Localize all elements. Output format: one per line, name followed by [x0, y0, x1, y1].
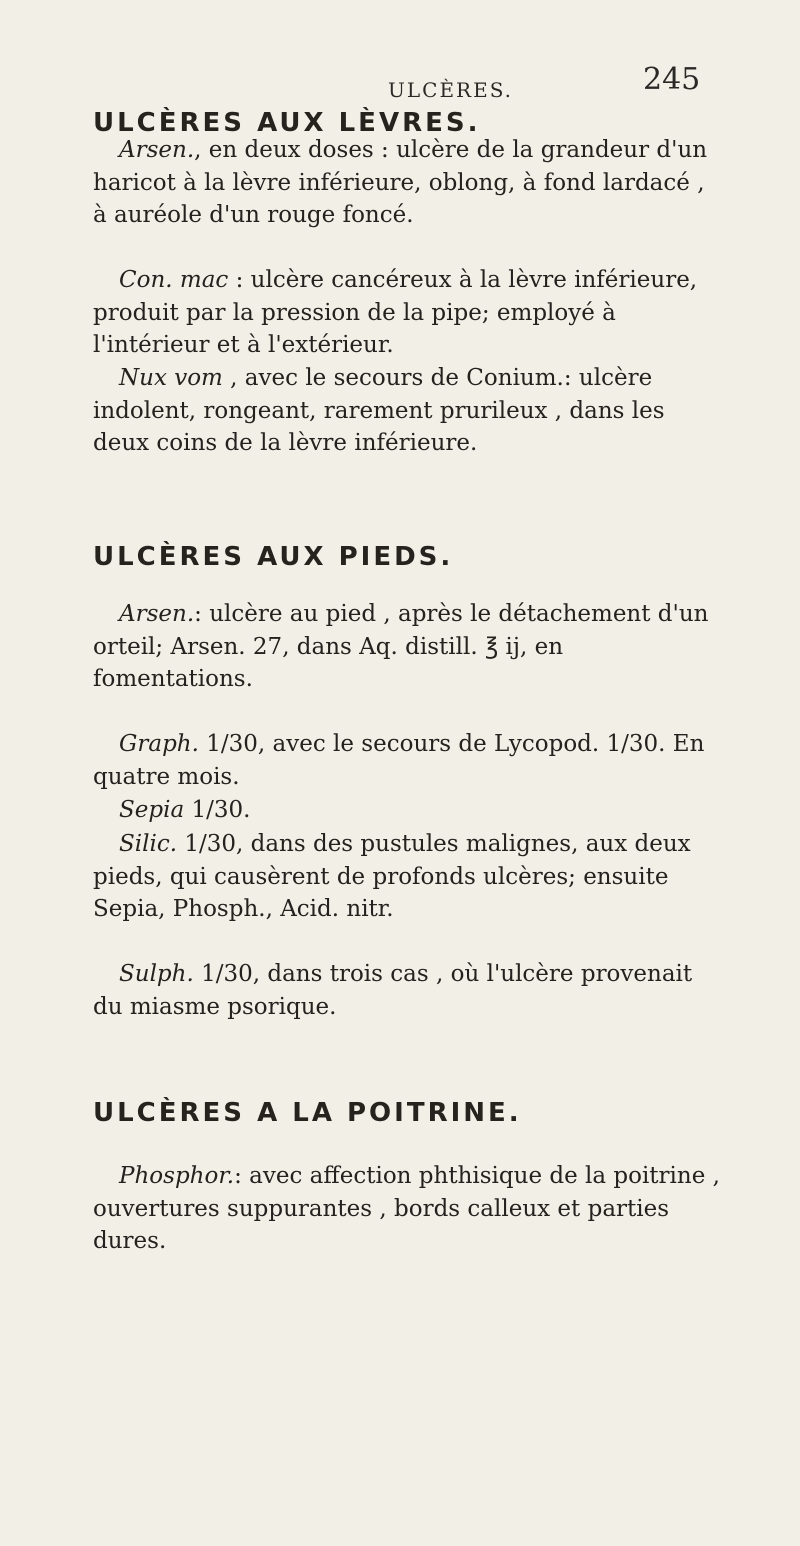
entry-text: 1/30, avec le secours de Lycopod. 1/30. En quatre mois.	[93, 731, 705, 790]
entry-paragraph	[93, 958, 723, 1023]
entry-text: , en deux doses : ulcère de la grandeur d'un haricot à la lèvre inférieure, oblong, à fond lardacé , à auréole d'un rouge foncé.	[93, 137, 708, 228]
entry-paragraph	[93, 794, 723, 827]
entry-text: 1/30, dans trois cas , où l'ulcère provenait du miasme psorique.	[93, 961, 693, 1020]
section-heading-poitrine: ULCÈRES A LA POITRINE.	[93, 1098, 522, 1128]
entry-paragraph	[93, 362, 723, 460]
entry-paragraph	[93, 598, 723, 696]
remedy-name: Arsen.	[119, 137, 195, 163]
entry-paragraph	[93, 828, 723, 926]
entry-text: : ulcère cancéreux à la lèvre inférieure, produit par la pression de la pipe; employé à l'intérieur et à l'extérieur.	[93, 267, 698, 358]
entry-paragraph	[93, 264, 723, 362]
entry-text: 1/30, dans des pustules malignes, aux deux pieds, qui causèrent de profonds ulcères; ensuite Sepia, Phosph., Acid. nitr.	[93, 831, 691, 922]
entry-paragraph	[93, 1160, 723, 1258]
entry-paragraph	[93, 134, 723, 232]
remedy-name: Phosphor.	[119, 1163, 235, 1189]
section-heading-levres: ULCÈRES AUX LÈVRES.	[93, 108, 481, 138]
remedy-name: Nux vom	[119, 365, 223, 391]
remedy-name: Sulph.	[119, 961, 194, 987]
entry-text: : ulcère au pied , après le détachement d'un orteil; Arsen. 27, dans Aq. distill. ℥ ij, en fomentations.	[93, 601, 709, 692]
entry-paragraph	[93, 728, 723, 793]
entry-text: , avec le secours de Conium.: ulcère indolent, rongeant, rarement prurileux , dans les deux coins de la lèvre inférieure.	[93, 365, 665, 456]
running-head: ULCÈRES.	[388, 78, 514, 102]
remedy-name: Con. mac	[119, 267, 229, 293]
remedy-name: Silic.	[119, 831, 178, 857]
section-heading-pieds: ULCÈRES AUX PIEDS.	[93, 542, 454, 572]
remedy-name: Sepia	[119, 797, 185, 823]
entry-text: : avec affection phthisique de la poitrine , ouvertures suppurantes , bords calleux et parties dures.	[93, 1163, 720, 1254]
remedy-name: Graph.	[119, 731, 199, 757]
remedy-name: Arsen.	[119, 601, 195, 627]
page-number: 245	[643, 62, 701, 97]
entry-text: 1/30.	[184, 797, 251, 823]
